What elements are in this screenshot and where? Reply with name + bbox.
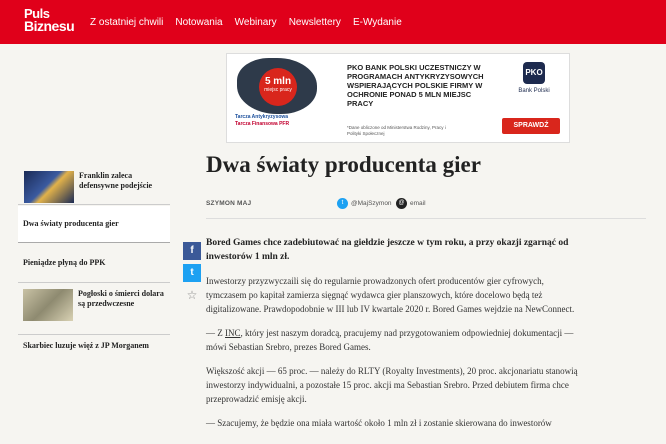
franklin-thumbnail	[24, 171, 74, 203]
nav-link-notowania[interactable]: Notowania	[175, 16, 223, 28]
sidebar-item-franklin[interactable]	[18, 165, 170, 205]
tarcza-finansowa-label: Tarcza Finansowa PFR	[235, 121, 290, 127]
ad-banner[interactable]	[226, 53, 570, 143]
tarcza-antykryzysowa-label: Tarcza Antykryzysowa	[235, 114, 289, 120]
sidebar-item-label: Skarbiec luzuje więź z JP Morganem	[23, 341, 149, 350]
quote-text: , który jest naszym doradcą, pracujemy nad przygotowaniem odpowiedniej dokumentacji — mówi Sebastian Srebro, prezes Bored Games.	[206, 328, 574, 352]
jobs-badge-label: miejsc pracy	[264, 87, 292, 93]
logo-line-2: Biznesu	[24, 18, 75, 34]
sidebar-item-skarbiec[interactable]	[18, 335, 170, 357]
quote-prefix: — Z	[206, 328, 225, 338]
article-paragraph: Inwestorzy przyzwyczaili się do regularnie prowadzonych ofert producentów gier cyfrowych, tymczasem po kapitał zamierza sięgnąć wydawca gier planszowych, które docelowo będą też digitalizowane. Prawdopodobnie w III lub IV kwartale 2020 r. Bored Games wejdzie na NewConnect.	[206, 276, 575, 314]
sidebar-item-label: Dwa światy producenta gier	[23, 219, 119, 228]
author-email-link[interactable]: email	[410, 200, 426, 207]
share-bar	[183, 242, 201, 308]
poland-map-image	[237, 58, 317, 114]
ad-footnote: *Dane obliczone od Ministerstwa Rodziny, Pracy i Polityki Społecznej	[347, 125, 446, 136]
jobs-badge	[259, 68, 297, 106]
sidebar-item-label: Pogłoski o śmierci dolara są przedwczesne	[78, 289, 164, 308]
dolar-thumbnail	[23, 289, 73, 321]
inc-link[interactable]: INC	[225, 328, 241, 338]
twitter-share-icon[interactable]: t	[183, 264, 201, 282]
top-navigation-bar	[0, 0, 666, 44]
sidebar-item-label: Pieniądze płyną do PPK	[23, 257, 106, 267]
facebook-share-icon[interactable]: f	[183, 242, 201, 260]
sidebar-item-dwa-swiaty-active[interactable]	[18, 206, 170, 243]
related-articles-sidebar	[18, 165, 170, 357]
article-paragraph: — Szacujemy, że będzie ona miała wartość około 1 mln zł i zostanie skierowana do inwestorów	[206, 418, 552, 428]
pko-bank-name: Bank Polski	[518, 88, 550, 94]
tarcza-logos	[235, 114, 345, 128]
email-icon[interactable]: @	[396, 198, 407, 209]
article-paragraph	[206, 326, 586, 354]
pko-logo	[509, 62, 559, 94]
article-meta	[206, 198, 646, 210]
logo-line-1: Puls	[24, 6, 50, 21]
nav-link-webinary[interactable]: Webinary	[234, 16, 277, 28]
bookmark-star-icon[interactable]: ☆	[183, 286, 201, 304]
sidebar-item-label: Franklin zaleca defensywne podejście	[79, 171, 153, 190]
article-title: Dwa światy producenta gier	[206, 152, 481, 177]
author-name[interactable]: SZYMON MAJ	[206, 200, 252, 207]
ad-headline: PKO BANK POLSKI UCZESTNICZY W PROGRAMACH ANTYKRYZYSOWYCH WSPIERAJĄCYCH POLSKIE FIRMY W OCHRONIE PONAD 5 MLN MIEJSC PRACY	[347, 63, 484, 108]
main-nav	[90, 0, 414, 44]
nav-link-newslettery[interactable]: Newslettery	[288, 16, 341, 28]
meta-divider	[206, 218, 646, 219]
puls-biznesu-logo[interactable]	[24, 7, 76, 37]
sidebar-item-ppk[interactable]	[18, 243, 170, 283]
article-body	[206, 236, 586, 440]
twitter-icon[interactable]: t	[337, 198, 348, 209]
author-twitter-handle[interactable]: @MajSzymon	[351, 200, 392, 207]
article-lead: Bored Games chce zadebiutować na giełdzie jeszcze w tym roku, a przy okazji zgarnąć od inwestorów 1 mln zł.	[206, 238, 569, 262]
sprawdz-button[interactable]: SPRAWDŹ	[502, 118, 560, 134]
nav-link-e-wydanie[interactable]: E-Wydanie	[352, 16, 402, 28]
nav-link-z-ostatniej-chwili[interactable]: Z ostatniej chwili	[90, 16, 164, 28]
article-paragraph: Większość akcji — 65 proc. — należy do RLTY (Royalty Investments), 20 proc. akcjonariatu stanowią inwestorzy indywidualni, a pozostałe 15 proc. akcji ma Sebastian Srebro. Przed debiutem firma chce przeprowadzić emisję akcji.	[206, 366, 578, 404]
jobs-badge-value: 5 mln	[264, 76, 292, 87]
pko-mark-icon: PKO	[523, 62, 545, 84]
sidebar-item-dolar[interactable]	[18, 283, 170, 335]
